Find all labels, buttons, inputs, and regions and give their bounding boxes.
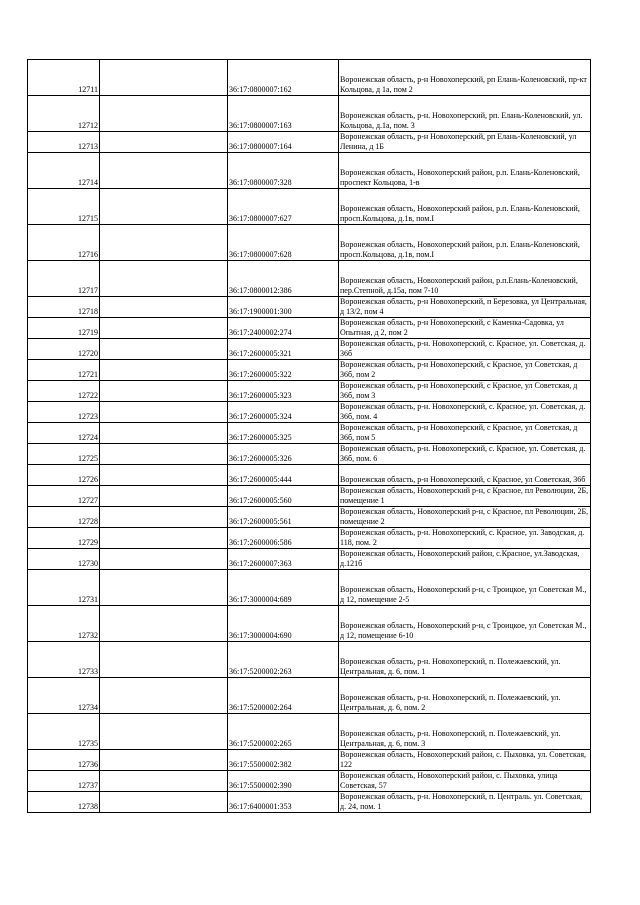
- address-cell: [339, 486, 591, 507]
- address-cell: [339, 261, 591, 297]
- address-cell: [339, 792, 591, 813]
- address-cell: [339, 189, 591, 225]
- row-number-cell: 12722: [28, 381, 100, 402]
- row-number-cell: 12718: [28, 297, 100, 318]
- address-text: Воронежская область, р-н Новохоперский, с Каменка-Садовка, ул Опытная, д 2, пом 2: [340, 318, 564, 337]
- address-cell: [339, 528, 591, 549]
- row-number-cell: 12711: [28, 60, 100, 96]
- empty-cell: [100, 153, 228, 189]
- address-cell: [339, 132, 591, 153]
- address-cell: [339, 771, 591, 792]
- cadastral-number-cell: 36:17:0800007:162: [228, 60, 339, 96]
- row-number-cell: 12713: [28, 132, 100, 153]
- address-cell: [339, 360, 591, 381]
- row-number-cell: 12724: [28, 423, 100, 444]
- table-row: [28, 570, 591, 606]
- address-text: Воронежская область, Новохоперский р-н, с Троицкое, ул Советская М., д 12, помещение 2-5: [340, 585, 587, 604]
- cadastral-number-cell: 36:17:2600005:326: [228, 444, 339, 465]
- cadastral-number-cell: 36:17:2600007:363: [228, 549, 339, 570]
- address-text: Воронежская область, р-н. Новохоперский, с. Красное, ул. Советская, д. 36б: [340, 339, 586, 358]
- empty-cell: [100, 714, 228, 750]
- empty-cell: [100, 96, 228, 132]
- table-row: [28, 792, 591, 813]
- row-number-cell: 12736: [28, 750, 100, 771]
- cadastral-number-cell: 36:17:2600005:323: [228, 381, 339, 402]
- cadastral-number-cell: 36:17:3000004:690: [228, 606, 339, 642]
- table-row: [28, 771, 591, 792]
- table-row: [28, 465, 591, 486]
- row-number-cell: 12723: [28, 402, 100, 423]
- table-row: [28, 678, 591, 714]
- empty-cell: [100, 444, 228, 465]
- cadastral-number-cell: 36:17:2400002:274: [228, 318, 339, 339]
- table-row: [28, 318, 591, 339]
- table-row: [28, 60, 591, 96]
- address-cell: [339, 750, 591, 771]
- table-row: [28, 339, 591, 360]
- address-cell: [339, 444, 591, 465]
- empty-cell: [100, 132, 228, 153]
- address-cell: [339, 225, 591, 261]
- empty-cell: [100, 339, 228, 360]
- address-cell: [339, 297, 591, 318]
- row-number-cell: 12727: [28, 486, 100, 507]
- table-row: [28, 402, 591, 423]
- empty-cell: [100, 297, 228, 318]
- registry-table: [27, 59, 591, 813]
- address-text: Воронежская область, р-н. Новохоперский, п. Полежаевский, ул. Центральная, д. 6, пом. 1: [340, 657, 561, 676]
- table-row: [28, 360, 591, 381]
- table-row: [28, 381, 591, 402]
- cadastral-number-cell: 36:17:5200002:265: [228, 714, 339, 750]
- row-number-cell: 12735: [28, 714, 100, 750]
- table-row: [28, 528, 591, 549]
- address-text: Воронежская область, р-н. Новохоперский, с. Красное, ул. Советская, д. 36б, пом. 6: [340, 444, 586, 463]
- empty-cell: [100, 570, 228, 606]
- cadastral-number-cell: 36:17:2600005:324: [228, 402, 339, 423]
- table-row: [28, 444, 591, 465]
- row-number-cell: 12731: [28, 570, 100, 606]
- address-text: Воронежская область, Новохоперский район, с.Красное, ул.Заводская, д.121б: [340, 549, 580, 568]
- empty-cell: [100, 423, 228, 444]
- empty-cell: [100, 606, 228, 642]
- address-text: Воронежская область, р-н. Новохоперский, рп. Елань-Коленовский, ул. Кольцова, д.1а, пом. 3: [340, 111, 583, 130]
- address-cell: [339, 318, 591, 339]
- cadastral-number-cell: 36:17:0800007:164: [228, 132, 339, 153]
- table-row: [28, 606, 591, 642]
- address-cell: [339, 339, 591, 360]
- table-row: [28, 261, 591, 297]
- address-text: Воронежская область, р-н Новохоперский, рп Елань-Коленовский, ул Ленина, д 1Б: [340, 132, 577, 151]
- empty-cell: [100, 402, 228, 423]
- row-number-cell: 12738: [28, 792, 100, 813]
- cadastral-number-cell: 36:17:2600005:444: [228, 465, 339, 486]
- row-number-cell: 12729: [28, 528, 100, 549]
- row-number-cell: 12730: [28, 549, 100, 570]
- empty-cell: [100, 189, 228, 225]
- cadastral-number-cell: 36:17:0800007:328: [228, 153, 339, 189]
- row-number-cell: 12721: [28, 360, 100, 381]
- cadastral-number-cell: 36:17:2600005:322: [228, 360, 339, 381]
- address-text: Воронежская область, р-н. Новохоперский, п. Полежаевский, ул. Центральная, д. 6, пом. 2: [340, 693, 561, 712]
- row-number-cell: 12737: [28, 771, 100, 792]
- address-cell: [339, 678, 591, 714]
- address-text: Воронежская область, Новохоперский район, с. Пыховка, улица Советская, 57: [340, 771, 558, 790]
- address-text: Воронежская область, р-н Новохоперский, п Березовка, ул Центральная, д 13/2, пом 4: [340, 297, 587, 316]
- table-row: [28, 750, 591, 771]
- address-cell: [339, 507, 591, 528]
- empty-cell: [100, 750, 228, 771]
- row-number-cell: 12720: [28, 339, 100, 360]
- table-row: [28, 225, 591, 261]
- table-row: [28, 153, 591, 189]
- row-number-cell: 12716: [28, 225, 100, 261]
- table-row: [28, 486, 591, 507]
- row-number-cell: 12712: [28, 96, 100, 132]
- address-text: Воронежская область, р-н. Новохоперский, с. Красное, ул. Советская, д. 36б, пом. 4: [340, 402, 586, 421]
- empty-cell: [100, 549, 228, 570]
- address-text: Воронежская область, р-н. Новохоперский, п. Полежаевский, ул. Центральная, д. 6, пом. 3: [340, 729, 561, 748]
- address-text: Воронежская область, Новохоперский район, р.п. Елань-Коленовский, проспект Кольцова, 1-в: [340, 168, 580, 187]
- address-text: Воронежская область, Новохоперский район, р.п. Елань-Коленовский, просп.Кольцова, д.1в, пом.I: [340, 240, 580, 259]
- address-cell: [339, 549, 591, 570]
- row-number-cell: 12734: [28, 678, 100, 714]
- address-text: Воронежская область, р-н Новохоперский, с Красное, ул Советская, д 36б, пом 5: [340, 423, 578, 442]
- empty-cell: [100, 771, 228, 792]
- row-number-cell: 12717: [28, 261, 100, 297]
- address-cell: [339, 465, 591, 486]
- address-text: Воронежская область, р-н Новохоперский, рп Елань-Коленовский, пр-кт Кольцова, д 1а, пом 2: [340, 75, 587, 94]
- empty-cell: [100, 792, 228, 813]
- cadastral-number-cell: 36:17:6400001:353: [228, 792, 339, 813]
- empty-cell: [100, 318, 228, 339]
- cadastral-number-cell: 36:17:0800007:628: [228, 225, 339, 261]
- table-row: [28, 297, 591, 318]
- empty-cell: [100, 642, 228, 678]
- address-cell: [339, 423, 591, 444]
- table-row: [28, 714, 591, 750]
- empty-cell: [100, 360, 228, 381]
- address-cell: [339, 96, 591, 132]
- table-row: [28, 96, 591, 132]
- address-cell: [339, 570, 591, 606]
- cadastral-number-cell: 36:17:0800012:386: [228, 261, 339, 297]
- address-cell: [339, 381, 591, 402]
- address-cell: [339, 714, 591, 750]
- address-text: Воронежская область, Новохоперский р-н, с Красное, пл Революции, 2Б, помещение 1: [340, 486, 589, 505]
- table-row: [28, 642, 591, 678]
- row-number-cell: 12728: [28, 507, 100, 528]
- table-row: [28, 507, 591, 528]
- table-row: [28, 549, 591, 570]
- address-cell: [339, 606, 591, 642]
- cadastral-number-cell: 36:17:1900001:300: [228, 297, 339, 318]
- address-text: Воронежская область, р-н Новохоперский, с Красное, ул Советская, д 36б, пом 2: [340, 360, 578, 379]
- address-text: Воронежская область, Новохоперский р-н, с Красное, пл Революции, 2Б, помещение 2: [340, 507, 589, 526]
- address-text: Воронежская область, Новохоперский район, р.п. Елань-Коленовский, просп.Кольцова, д.1в, пом.I: [340, 204, 580, 223]
- table-row: [28, 423, 591, 444]
- empty-cell: [100, 225, 228, 261]
- address-cell: [339, 153, 591, 189]
- cadastral-number-cell: 36:17:2600005:325: [228, 423, 339, 444]
- address-text: Воронежская область, р-н Новохоперский, с Красное, ул Советская, д 36б, пом 3: [340, 381, 578, 400]
- cadastral-number-cell: 36:17:3000004:689: [228, 570, 339, 606]
- empty-cell: [100, 381, 228, 402]
- empty-cell: [100, 60, 228, 96]
- cadastral-number-cell: 36:17:2600005:560: [228, 486, 339, 507]
- empty-cell: [100, 486, 228, 507]
- address-cell: [339, 642, 591, 678]
- row-number-cell: 12732: [28, 606, 100, 642]
- registry-table-body: [28, 60, 591, 813]
- cadastral-number-cell: 36:17:2600005:321: [228, 339, 339, 360]
- cadastral-number-cell: 36:17:5500002:390: [228, 771, 339, 792]
- address-text: Воронежская область, Новохоперский район, с. Пыховка, ул. Советская, 122: [340, 750, 587, 769]
- cadastral-number-cell: 36:17:5200002:264: [228, 678, 339, 714]
- table-row: [28, 132, 591, 153]
- cadastral-number-cell: 36:17:0800007:627: [228, 189, 339, 225]
- address-text: Воронежская область, Новохоперский район, р.п.Елань-Коленовский, пер.Степной, д.15а, пом 7-10: [340, 276, 578, 295]
- empty-cell: [100, 465, 228, 486]
- cadastral-number-cell: 36:17:5200002:263: [228, 642, 339, 678]
- row-number-cell: 12733: [28, 642, 100, 678]
- row-number-cell: 12714: [28, 153, 100, 189]
- address-cell: [339, 402, 591, 423]
- row-number-cell: 12726: [28, 465, 100, 486]
- address-text: Воронежская область, Новохоперский р-н, с Троицкое, ул Советская М., д 12, помещение 6-10: [340, 621, 587, 640]
- empty-cell: [100, 507, 228, 528]
- address-text: Воронежская область, р-н. Новохоперский, с. Красное, ул. Заводская, д. 118, пом. 2: [340, 528, 585, 547]
- cadastral-number-cell: 36:17:2600006:586: [228, 528, 339, 549]
- cadastral-number-cell: 36:17:2600005:561: [228, 507, 339, 528]
- row-number-cell: 12719: [28, 318, 100, 339]
- empty-cell: [100, 261, 228, 297]
- row-number-cell: 12715: [28, 189, 100, 225]
- empty-cell: [100, 528, 228, 549]
- address-cell: [339, 60, 591, 96]
- empty-cell: [100, 678, 228, 714]
- row-number-cell: 12725: [28, 444, 100, 465]
- cadastral-number-cell: 36:17:5500002:382: [228, 750, 339, 771]
- address-text: Воронежская область, р-н. Новохоперский, п. Централь. ул. Советская, д. 24, пом. 1: [340, 792, 583, 811]
- table-row: [28, 189, 591, 225]
- address-text: Воронежская область, р-н Новохоперский, с Красное, ул Советская, 36б: [340, 475, 586, 484]
- cadastral-number-cell: 36:17:0800007:163: [228, 96, 339, 132]
